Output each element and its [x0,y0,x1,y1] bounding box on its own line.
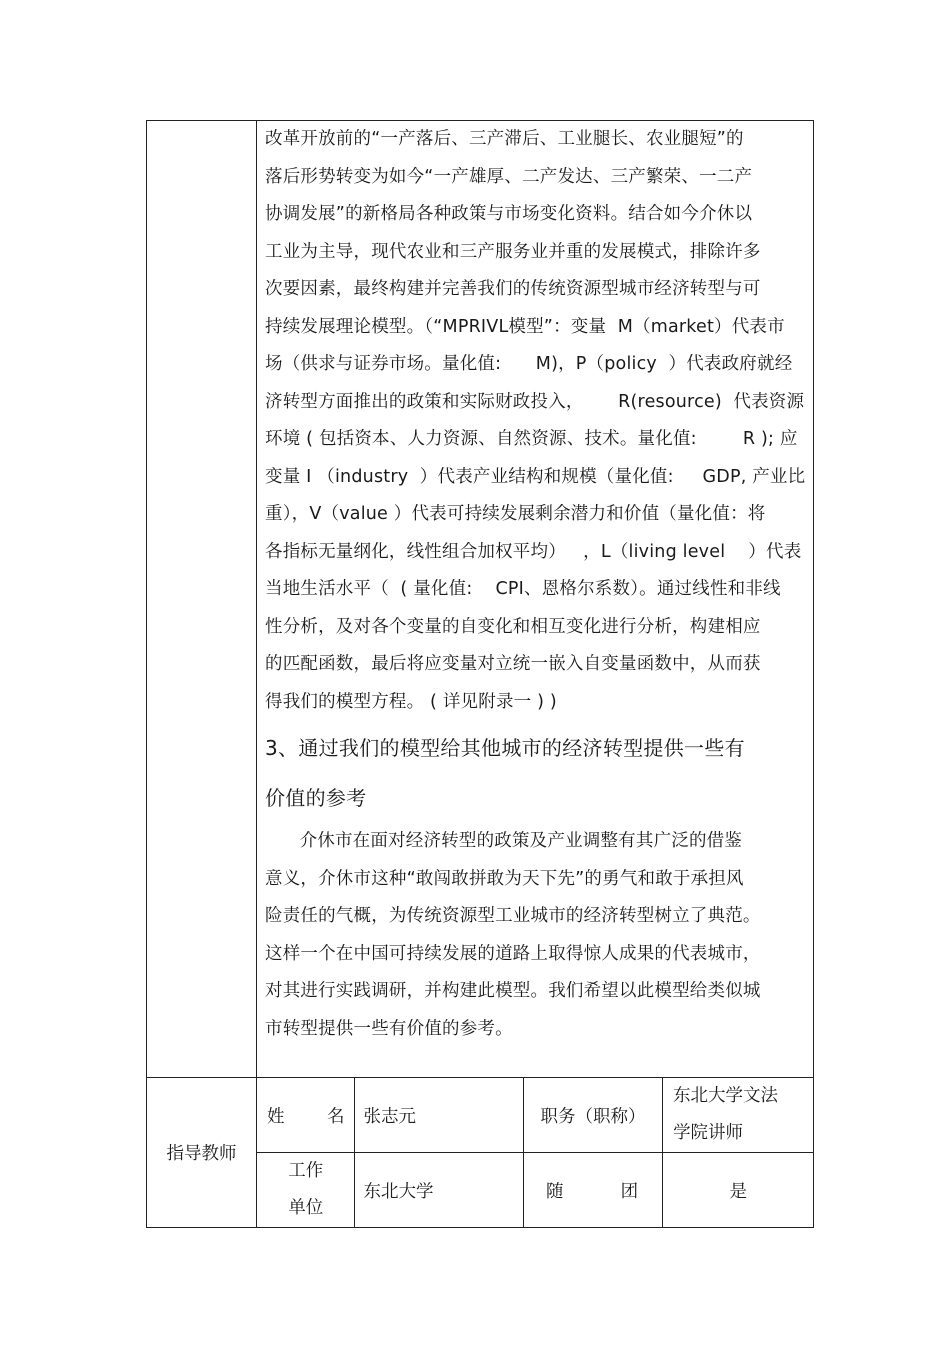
text-line: 介休市在面对经济转型的政策及产业调整有其广泛的借鉴 [265,831,743,851]
section-heading [265,723,805,823]
text-line: 工业为主导，现代农业和三产服务业并重的发展模式，排除许多 [265,241,761,262]
text-line: 协调发展”的新格局各种政策与市场变化资料。结合如今介休以 [265,204,753,224]
name-label-char-2: 名 [326,1106,345,1127]
text-line: 险责任的气概，为传统资源型工业城市的经济转型树立了典范。 [265,906,761,926]
text-line: 各指标无量纲化，线性组合加权平均） ，L（living level ）代表 [265,541,802,562]
text-line: 环境 ( 包括资本、人力资源、自然资源、技术。量化值: R ); 应 [265,429,798,449]
model-description-paragraph [265,121,805,721]
text-line: 这样一个在中国可持续发展的道路上取得惊人成果的代表城市， [265,943,761,964]
text-line: 落后形势转变为如今“一产雄厚、二产发达、三产繁荣、一二产 [265,166,753,187]
text-line: 次要因素，最终构建并完善我们的传统资源型城市经济转型与可 [265,279,761,299]
text-line: 3、通过我们的模型给其他城市的经济转型提供一些有 [265,736,745,760]
text-line: 变量 I （industry ）代表产业结构和规模（量化值: GDP, 产业比 [265,466,806,487]
text-line: 当地生活水平（ ( 量化值: CPI、恩格尔系数）。通过线性和非线 [265,579,781,599]
unit-label-line-1: 工作 [288,1161,324,1181]
content-text [265,121,805,1048]
with-group-label-char-1: 随 [545,1181,564,1202]
application-form-table [146,120,814,1228]
text-line: 的匹配函数，最后将应变量对立统一嵌入自变量函数中，从而获 [265,654,761,674]
with-group-label [523,1153,662,1228]
unit-value: 东北大学 [355,1153,524,1228]
name-label-char-1: 姓 [267,1106,285,1127]
name-value: 张志元 [355,1078,524,1153]
text-line: 重），V（value ）代表可持续发展剩余潜力和价值（量化值：将 [265,504,766,524]
text-line: 场（供求与证券市场。量化值: M)，P（policy ）代表政府就经 [265,354,793,374]
text-line: 对其进行实践调研，并构建此模型。我们希望以此模型给类似城 [265,981,761,1001]
text-line: 价值的参考 [265,786,367,810]
text-line: 济转型方面推出的政策和实际财政投入， R(resource) 代表资源 [265,391,805,412]
with-group-value: 是 [663,1153,814,1228]
title-value-line-1: 东北大学文法 [673,1086,779,1106]
name-label [257,1078,355,1153]
text-line: 得我们的模型方程。 ( 详见附录一 ) ) [265,691,557,712]
text-line: 性分析，及对各个变量的自变化和相互变化进行分析，构建相应 [265,616,761,637]
with-group-label-char-2: 团 [620,1181,639,1202]
content-cell [257,121,814,1078]
text-line: 改革开放前的“一产落后、三产滞后、工业腿长、农业腿短”的 [265,129,744,149]
empty-label-cell [147,121,257,1078]
reference-value-paragraph [265,823,805,1048]
text-line: 市转型提供一些有价值的参考。 [265,1018,513,1039]
text-line: 持续发展理论模型。（“MPRIVL模型”：变量 M（market）代表市 [265,316,785,337]
advisor-row-1 [147,1078,814,1153]
unit-label [257,1153,355,1228]
text-line: 意义，介休市这种“敢闯敢拼敢为天下先”的勇气和敢于承担风 [265,868,744,889]
title-value-line-2: 学院讲师 [673,1123,744,1143]
content-row [147,121,814,1078]
title-label: 职务（职称） [523,1078,662,1153]
unit-label-line-2: 单位 [288,1198,324,1218]
advisor-section-label: 指导教师 [147,1078,257,1228]
title-value [663,1078,814,1153]
